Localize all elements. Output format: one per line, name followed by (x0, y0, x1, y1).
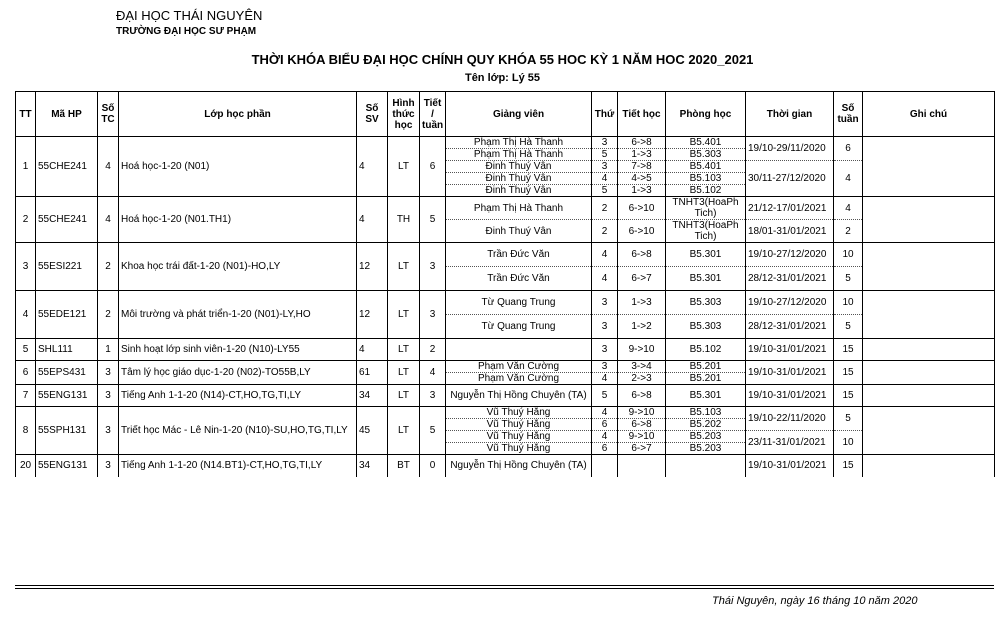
table-bottom-rule-double (15, 588, 994, 589)
row-giang-vien: Đinh Thuý Vân (446, 185, 592, 197)
row-thoi-gian: 19/10-31/01/2021 (746, 455, 834, 477)
col-thu: Thứ (592, 92, 618, 137)
row-tiet-hoc: 6->7 (618, 443, 666, 455)
row-tt: 1 (16, 137, 36, 197)
row-ma-hp: 55ESI221 (36, 243, 98, 291)
row-thu: 3 (592, 339, 618, 361)
col-tiet-tuan: Tiết / tuần (420, 92, 446, 137)
row-tiet-tuan: 2 (420, 339, 446, 361)
row-lop-hoc-phan: Tiếng Anh 1-1-20 (N14)-CT,HO,TG,TI,LY (119, 385, 357, 407)
row-so-tuan: 15 (834, 385, 863, 407)
row-lop-hoc-phan: Môi trường và phát triển-1-20 (N01)-LY,HO (119, 291, 357, 339)
row-tiet-hoc: 7->8 (618, 161, 666, 173)
table-row (16, 137, 995, 149)
row-tiet-hoc: 6->8 (618, 137, 666, 149)
row-ghi-chu (863, 137, 995, 197)
row-ma-hp: 55ENG131 (36, 455, 98, 477)
col-phong-hoc: Phòng học (666, 92, 746, 137)
row-so-tuan: 5 (834, 267, 863, 291)
row-giang-vien: Nguyễn Thị Hồng Chuyên (TA) (446, 455, 592, 477)
class-name: Tên lớp: Lý 55 (464, 72, 541, 84)
row-hinh-thuc: TH (388, 197, 420, 243)
row-giang-vien: Vũ Thuý Hằng (446, 443, 592, 455)
row-thu: 4 (592, 243, 618, 267)
row-giang-vien: Phạm Văn Cường (446, 361, 592, 373)
row-phong-hoc: B5.203 (666, 443, 746, 455)
row-tiet-tuan: 5 (420, 407, 446, 455)
row-so-tuan: 10 (834, 431, 863, 455)
university-name: ĐẠI HỌC THÁI NGUYÊN (116, 8, 263, 23)
row-thu: 3 (592, 161, 618, 173)
row-tiet-tuan: 0 (420, 455, 446, 477)
row-so-tc: 4 (98, 137, 119, 197)
row-tt: 4 (16, 291, 36, 339)
row-thoi-gian: 19/10-27/12/2020 (746, 243, 834, 267)
row-ma-hp: SHL111 (36, 339, 98, 361)
row-tiet-tuan: 3 (420, 385, 446, 407)
row-hinh-thuc: LT (388, 385, 420, 407)
row-thu: 3 (592, 361, 618, 373)
row-so-sv: 12 (357, 243, 388, 291)
row-so-tc: 2 (98, 243, 119, 291)
col-ma-hp: Mã HP (36, 92, 98, 137)
row-tt: 2 (16, 197, 36, 243)
row-so-sv: 4 (357, 137, 388, 197)
row-phong-hoc: B5.401 (666, 161, 746, 173)
row-giang-vien: Đinh Thuý Vân (446, 173, 592, 185)
row-ma-hp: 55EDE121 (36, 291, 98, 339)
row-hinh-thuc: LT (388, 243, 420, 291)
col-so-sv: Số SV (357, 92, 388, 137)
row-so-tc: 1 (98, 339, 119, 361)
row-ghi-chu (863, 243, 995, 291)
row-thu: 5 (592, 385, 618, 407)
school-name: TRƯỜNG ĐẠI HỌC SƯ PHẠM (116, 26, 257, 37)
row-so-tuan: 5 (834, 407, 863, 431)
row-tiet-hoc: 6->10 (618, 197, 666, 220)
row-so-tc: 4 (98, 197, 119, 243)
row-ma-hp: 55CHE241 (36, 197, 98, 243)
row-giang-vien (446, 339, 592, 361)
row-thoi-gian: 30/11-27/12/2020 (746, 161, 834, 197)
row-so-tuan: 15 (834, 339, 863, 361)
row-lop-hoc-phan: Triết học Mác - Lê Nin-1-20 (N10)-SU,HO,TG,TI,LY (119, 407, 357, 455)
row-hinh-thuc: LT (388, 361, 420, 385)
row-ghi-chu (863, 361, 995, 385)
table-row (16, 339, 995, 361)
row-phong-hoc (666, 455, 746, 477)
row-tiet-tuan: 5 (420, 197, 446, 243)
row-thu: 3 (592, 315, 618, 339)
row-thu: 2 (592, 220, 618, 243)
table-row (16, 291, 995, 315)
row-phong-hoc: TNHT3(HoaPh Tich) (666, 220, 746, 243)
row-so-sv: 45 (357, 407, 388, 455)
row-lop-hoc-phan: Hoá học-1-20 (N01) (119, 137, 357, 197)
table-row (16, 385, 995, 407)
row-phong-hoc: B5.301 (666, 267, 746, 291)
row-ma-hp: 55ENG131 (36, 385, 98, 407)
row-ma-hp: 55EPS431 (36, 361, 98, 385)
row-so-tuan: 10 (834, 291, 863, 315)
col-lop-hoc-phan: Lớp học phần (119, 92, 357, 137)
row-lop-hoc-phan: Tâm lý học giáo dục-1-20 (N02)-TO55B,LY (119, 361, 357, 385)
row-so-tc: 3 (98, 407, 119, 455)
row-thu: 3 (592, 137, 618, 149)
row-so-tuan: 4 (834, 197, 863, 220)
signature-date: Thái Nguyên, ngày 16 tháng 10 năm 2020 (712, 595, 918, 607)
row-tiet-tuan: 3 (420, 291, 446, 339)
row-thoi-gian: 21/12-17/01/2021 (746, 197, 834, 220)
row-tiet-hoc: 9->10 (618, 339, 666, 361)
row-thu (592, 455, 618, 477)
row-hinh-thuc: LT (388, 291, 420, 339)
row-ghi-chu (863, 197, 995, 243)
row-phong-hoc: B5.301 (666, 243, 746, 267)
row-giang-vien: Vũ Thuý Hằng (446, 407, 592, 419)
row-giang-vien: Phạm Văn Cường (446, 373, 592, 385)
row-phong-hoc: B5.103 (666, 173, 746, 185)
row-thu: 6 (592, 419, 618, 431)
row-tiet-hoc: 1->3 (618, 291, 666, 315)
row-thoi-gian: 19/10-31/01/2021 (746, 361, 834, 385)
col-tt: TT (16, 92, 36, 137)
row-thu: 6 (592, 443, 618, 455)
row-thoi-gian: 19/10-22/11/2020 (746, 407, 834, 431)
col-so-tuan: Số tuần (834, 92, 863, 137)
row-tt: 8 (16, 407, 36, 455)
row-giang-vien: Trần Đức Văn (446, 243, 592, 267)
row-so-tc: 2 (98, 291, 119, 339)
row-phong-hoc: B5.202 (666, 419, 746, 431)
row-tiet-hoc: 6->10 (618, 220, 666, 243)
row-tiet-tuan: 4 (420, 361, 446, 385)
row-so-sv: 4 (357, 339, 388, 361)
row-phong-hoc: B5.102 (666, 339, 746, 361)
row-tt: 7 (16, 385, 36, 407)
col-thoi-gian: Thời gian (746, 92, 834, 137)
row-phong-hoc: B5.401 (666, 137, 746, 149)
row-so-sv: 4 (357, 197, 388, 243)
row-so-tuan: 2 (834, 220, 863, 243)
row-so-tc: 3 (98, 385, 119, 407)
row-ghi-chu (863, 291, 995, 339)
row-so-tc: 3 (98, 455, 119, 477)
row-so-sv: 12 (357, 291, 388, 339)
row-tiet-hoc: 6->8 (618, 385, 666, 407)
row-so-sv: 34 (357, 455, 388, 477)
row-so-tuan: 15 (834, 455, 863, 477)
row-tiet-hoc: 9->10 (618, 407, 666, 419)
row-phong-hoc: B5.103 (666, 407, 746, 419)
row-tt: 6 (16, 361, 36, 385)
row-giang-vien: Từ Quang Trung (446, 315, 592, 339)
row-tt: 20 (16, 455, 36, 477)
row-ghi-chu (863, 407, 995, 455)
table-header-row (16, 92, 995, 137)
row-giang-vien: Trần Đức Văn (446, 267, 592, 291)
row-thoi-gian: 19/10-31/01/2021 (746, 385, 834, 407)
row-tiet-hoc: 3->4 (618, 361, 666, 373)
row-tiet-hoc: 4->5 (618, 173, 666, 185)
row-ma-hp: 55SPH131 (36, 407, 98, 455)
row-so-tuan: 4 (834, 161, 863, 197)
row-lop-hoc-phan: Khoa học trái đất-1-20 (N01)-HO,LY (119, 243, 357, 291)
table-row (16, 407, 995, 419)
row-giang-vien: Vũ Thuý Hằng (446, 419, 592, 431)
row-thoi-gian: 19/10-31/01/2021 (746, 339, 834, 361)
row-thu: 4 (592, 267, 618, 291)
row-so-tuan: 15 (834, 361, 863, 385)
row-phong-hoc: B5.201 (666, 361, 746, 373)
row-phong-hoc: B5.303 (666, 315, 746, 339)
row-tiet-hoc: 9->10 (618, 431, 666, 443)
table-bottom-rule (15, 585, 994, 586)
row-tiet-tuan: 3 (420, 243, 446, 291)
col-giang-vien: Giảng viên (446, 92, 592, 137)
timetable (15, 91, 995, 477)
col-hinh-thuc: Hình thức học (388, 92, 420, 137)
row-phong-hoc: B5.201 (666, 373, 746, 385)
table-row (16, 197, 995, 220)
row-lop-hoc-phan: Hoá học-1-20 (N01.TH1) (119, 197, 357, 243)
row-so-tc: 3 (98, 361, 119, 385)
row-giang-vien: Đinh Thuý Vân (446, 161, 592, 173)
row-lop-hoc-phan: Tiếng Anh 1-1-20 (N14.BT1)-CT,HO,TG,TI,LY (119, 455, 357, 477)
table-row (16, 243, 995, 267)
row-tiet-hoc: 2->3 (618, 373, 666, 385)
row-giang-vien: Đinh Thuý Vân (446, 220, 592, 243)
row-thu: 3 (592, 291, 618, 315)
row-tt: 5 (16, 339, 36, 361)
row-tiet-hoc: 1->2 (618, 315, 666, 339)
row-thoi-gian: 23/11-31/01/2021 (746, 431, 834, 455)
row-tiet-hoc: 1->3 (618, 149, 666, 161)
row-so-tuan: 5 (834, 315, 863, 339)
row-phong-hoc: TNHT3(HoaPh Tich) (666, 197, 746, 220)
row-ghi-chu (863, 339, 995, 361)
row-lop-hoc-phan: Sinh hoạt lớp sinh viên-1-20 (N10)-LY55 (119, 339, 357, 361)
row-hinh-thuc: LT (388, 407, 420, 455)
row-so-tuan: 10 (834, 243, 863, 267)
page-title: THỜI KHÓA BIỂU ĐẠI HỌC CHÍNH QUY KHÓA 55 HOC KỲ 1 NĂM HOC 2020_2021 (251, 52, 754, 67)
row-ma-hp: 55CHE241 (36, 137, 98, 197)
row-phong-hoc: B5.301 (666, 385, 746, 407)
row-thu: 4 (592, 373, 618, 385)
row-giang-vien: Phạm Thị Hà Thanh (446, 137, 592, 149)
row-thoi-gian: 28/12-31/01/2021 (746, 267, 834, 291)
col-tiet-hoc: Tiết học (618, 92, 666, 137)
row-giang-vien: Nguyễn Thị Hồng Chuyên (TA) (446, 385, 592, 407)
row-tiet-hoc (618, 455, 666, 477)
row-giang-vien: Vũ Thuý Hằng (446, 431, 592, 443)
row-so-sv: 61 (357, 361, 388, 385)
col-so-tc: Số TC (98, 92, 119, 137)
row-thoi-gian: 19/10-27/12/2020 (746, 291, 834, 315)
row-tiet-hoc: 6->7 (618, 267, 666, 291)
row-so-sv: 34 (357, 385, 388, 407)
row-tiet-tuan: 6 (420, 137, 446, 197)
table-row (16, 455, 995, 477)
row-thu: 5 (592, 149, 618, 161)
row-tiet-hoc: 1->3 (618, 185, 666, 197)
row-thu: 4 (592, 173, 618, 185)
row-so-tuan: 6 (834, 137, 863, 161)
row-phong-hoc: B5.102 (666, 185, 746, 197)
row-hinh-thuc: LT (388, 137, 420, 197)
col-ghi-chu: Ghi chú (863, 92, 995, 137)
row-thoi-gian: 18/01-31/01/2021 (746, 220, 834, 243)
row-ghi-chu (863, 385, 995, 407)
row-giang-vien: Từ Quang Trung (446, 291, 592, 315)
row-thoi-gian: 19/10-29/11/2020 (746, 137, 834, 161)
row-tiet-hoc: 6->8 (618, 419, 666, 431)
row-phong-hoc: B5.203 (666, 431, 746, 443)
table-row (16, 361, 995, 373)
row-thu: 2 (592, 197, 618, 220)
row-phong-hoc: B5.303 (666, 149, 746, 161)
row-hinh-thuc: BT (388, 455, 420, 477)
row-phong-hoc: B5.303 (666, 291, 746, 315)
row-giang-vien: Phạm Thị Hà Thanh (446, 197, 592, 220)
row-thu: 4 (592, 431, 618, 443)
row-hinh-thuc: LT (388, 339, 420, 361)
row-tt: 3 (16, 243, 36, 291)
row-tiet-hoc: 6->8 (618, 243, 666, 267)
row-thu: 4 (592, 407, 618, 419)
row-thu: 5 (592, 185, 618, 197)
row-ghi-chu (863, 455, 995, 477)
row-giang-vien: Phạm Thị Hà Thanh (446, 149, 592, 161)
row-thoi-gian: 28/12-31/01/2021 (746, 315, 834, 339)
